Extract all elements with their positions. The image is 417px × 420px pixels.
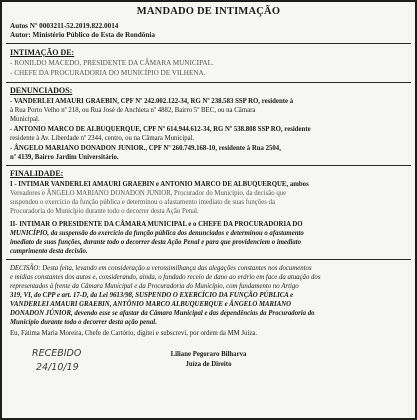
denunciado-line: nº 4139, Bairro Jardim Universitário. — [10, 154, 119, 161]
decisao-line: DECISÃO: Desta feita, levando em consideração a verossimilhança das alegações constantes nos documentos — [10, 265, 312, 272]
judge-role: Juíza de Direito — [185, 361, 232, 368]
denunciado-line: - ANTONIO MARCO DE ALBUQUERQUE, CPF Nº 614.944.612-34, RG Nº 538.808 SSP RO, residente — [10, 126, 311, 133]
plaintiff: Autor: Ministério Público do Esta de Rondônia — [10, 31, 155, 39]
finalidade-item-1: Procuradoria do Município durante todo o decorrer desta Ação Penal. — [10, 208, 199, 215]
divider — [6, 259, 411, 260]
finalidade-item-2: cumprimento desta decisão. — [10, 248, 88, 255]
finalidade-item-1: suspendeu o exercício da função pública e determinou o afastamento imediato de suas funções da — [10, 199, 275, 206]
decisao-line: e mídias constantes dos autos e, considerando, ainda, o fundado receio de dano ao erário em face da atuação dos — [10, 274, 321, 281]
decisao-line: 319, VI, do CPP e art. 17-D, da Lei 9613/98, SUSPENDO O EXERCÍCIO DA FUNÇÃO PÚBLICA e — [10, 292, 294, 299]
intimacao-heading: INTIMAÇÃO DE: — [10, 48, 75, 57]
finalidade-item-1: Vereadores e ÂNGELO MARIANO DONADON JUNIOR, Procurador do Município, da decisão que — [10, 190, 287, 197]
clerk-note: Eu, Fátima Maria Moreira, Chefe de Cartório, digitei e subscrevi, por ordem da MM Juíza. — [10, 330, 258, 337]
denunciado-line: Municipal. — [10, 116, 40, 123]
intimacao-line: - RONILDO MACEDO, PRESIDENTE DA CÂMARA MUNICIPAL. — [10, 59, 214, 67]
handwritten-date: 24/10/19 — [36, 362, 79, 373]
judge-name: Liliane Pegoraro Bilharva — [170, 351, 247, 358]
finalidade-heading: FINALIDADE: — [10, 169, 64, 178]
decisao-line: representados à frente da Câmara Municipal e da Procuradoria do Município, com fundamento no Artigo — [10, 283, 299, 290]
case-number: Autos Nº 0003211-52.2019.822.0014 — [10, 22, 119, 30]
finalidade-item-2: MUNICÍPIO, da suspensão do exercício da função pública dos denunciados e determinou o afastamento — [10, 230, 304, 237]
intimacao-line: - CHEFE DA PROCURADORIA DO MUNICÍPIO DE VILHENA. — [10, 69, 206, 77]
document-title: MANDADO DE INTIMAÇÃO — [136, 6, 281, 17]
divider — [6, 165, 411, 166]
denunciado-line: - ÂNGELO MARIANO DONADON JUNIOR., CPF Nº 260.749.168-10, residente à Rua 2504, — [10, 145, 281, 152]
decisao-line: Município durante todo o decorrer desta ação penal. — [10, 319, 157, 326]
denunciado-line: à Rua Porto Velho nº 218, ou Rua José de Anchieta nº 4882, Bairro 5º BEC, ou na Câmara — [10, 107, 256, 114]
divider — [6, 43, 411, 44]
denunciado-line: residente à Av. Liberdade nº 2344, centro, ou na Câmara Municipal. — [10, 135, 195, 142]
denunciado-line: - VANDERLEI AMAURI GRAEBIN, CPF Nº 242.002.122-34, RG Nº 238.583 SSP RO, residente à — [10, 98, 294, 105]
denunciados-heading: DENUNCIADOS: — [10, 86, 73, 95]
finalidade-item-1: I - INTIMAR VANDERLEI AMAURI GRAEBIN e ANTONIO MARCO DE ALBUQUERQUE, ambos — [10, 181, 309, 188]
decisao-line: DONADON JÚNIOR, devendo esse se afastar da Câmara Municipal e das dependências da Procuradoria do — [10, 310, 315, 317]
finalidade-item-2: imediato de suas funções, durante todo o decorrer desta Ação Penal e para que providenciem o imediato — [10, 239, 302, 246]
divider — [6, 82, 411, 83]
decisao-line: VANDERLEI AMAURI GRAEBIN, ANTÔNIO MARCO ALBUQUERQUE e ÂNGELO MARIANO — [10, 301, 292, 308]
handwritten-received: RECEBIDO — [32, 348, 82, 359]
finalidade-item-2: II- INTIMAR O PRESIDENTE DA CÂMARA MUNICIPAL e o CHEFE DA PROCURADORIA DO — [10, 221, 303, 228]
